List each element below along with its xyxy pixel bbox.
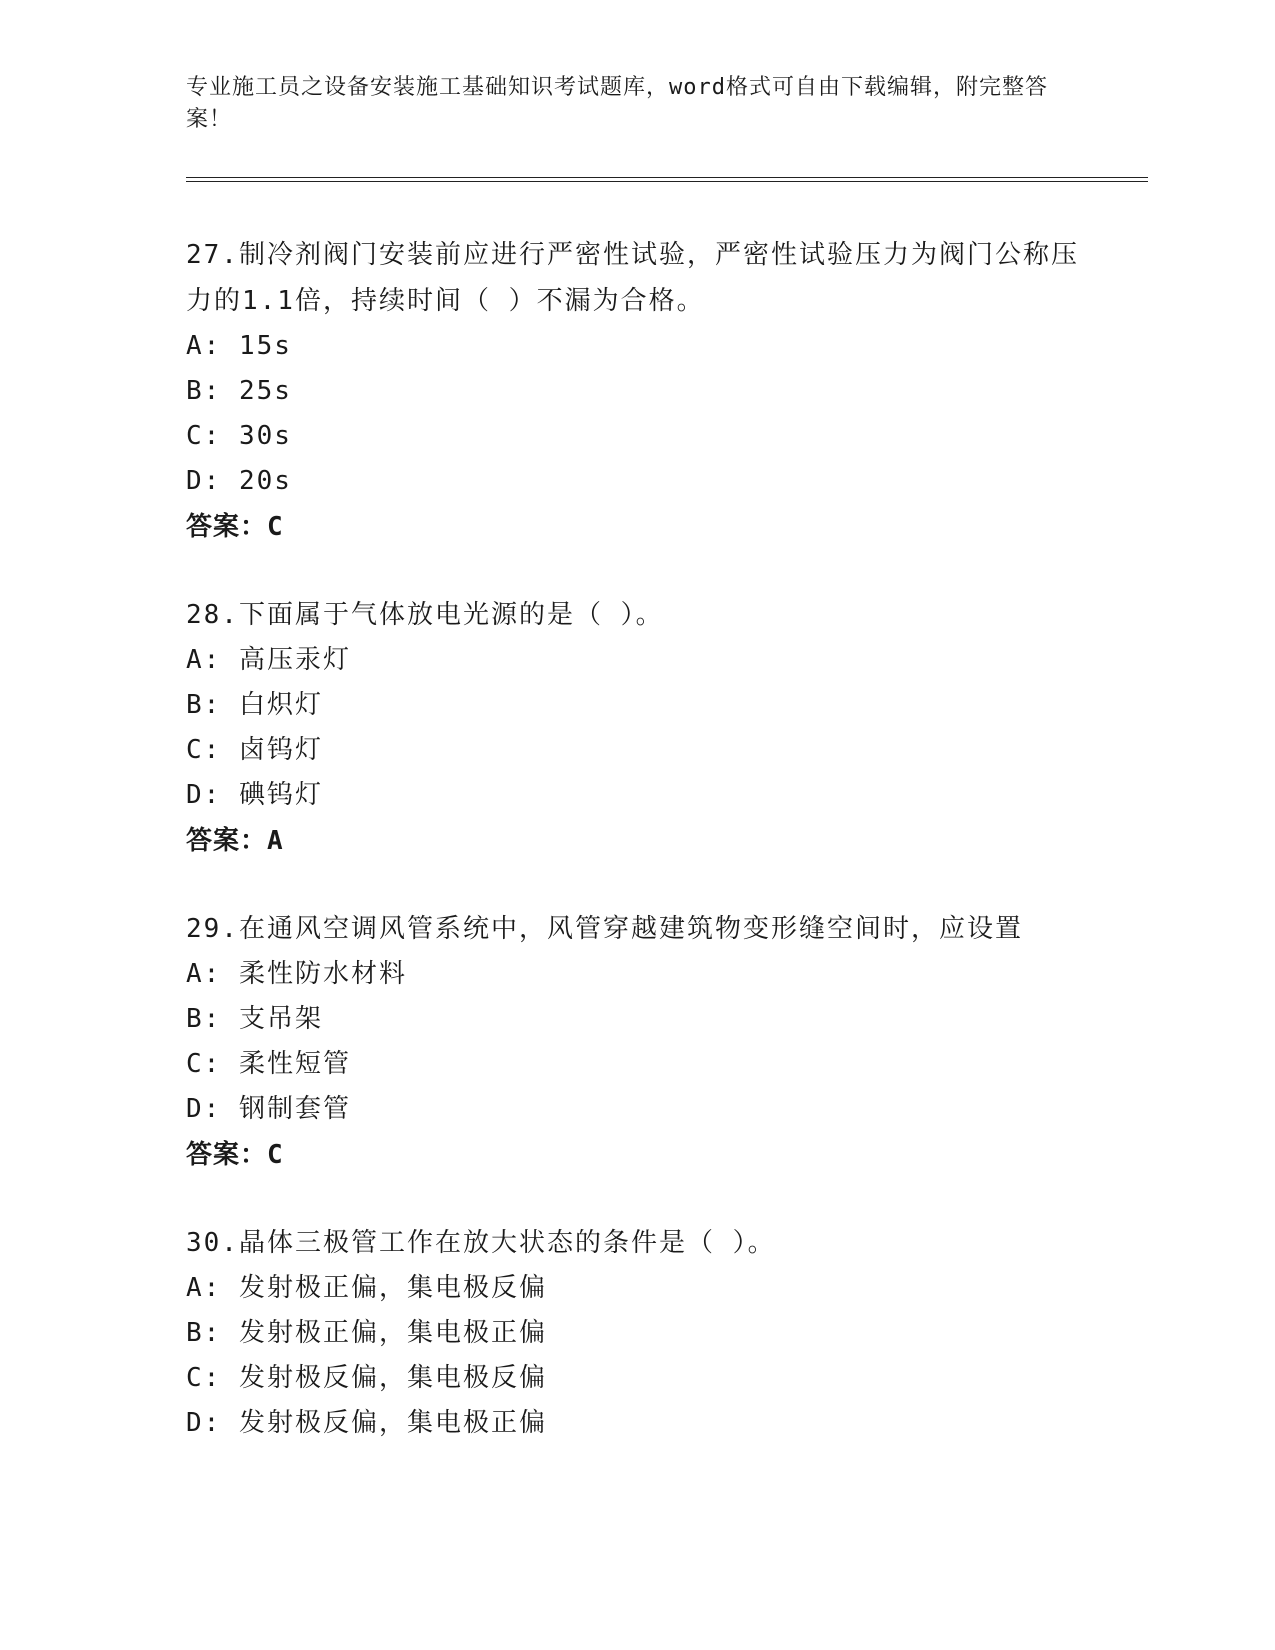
option-d: D: 钢制套管 [186, 1094, 351, 1124]
question-list [186, 232, 1086, 1446]
option-d: D: 碘钨灯 [186, 780, 323, 810]
answer-line: 答案：A [186, 826, 284, 856]
question-28 [186, 592, 1086, 864]
answer-line: 答案：C [186, 512, 284, 542]
question-stem: 29.在通风空调风管系统中，风管穿越建筑物变形缝空间时，应设置 [186, 914, 1023, 944]
header-divider-top [186, 177, 1148, 178]
header-text: 专业施工员之设备安装施工基础知识考试题库，word格式可自由下载编辑，附完整答案！ [186, 75, 1048, 132]
option-c: C: 30s [186, 421, 292, 451]
question-27 [186, 232, 1086, 550]
option-d: D: 20s [186, 466, 292, 496]
option-b: B: 25s [186, 376, 292, 406]
document-header [186, 72, 1066, 136]
question-29 [186, 906, 1086, 1178]
option-a: A: 发射极正偏，集电极反偏 [186, 1273, 547, 1303]
option-a: A: 高压汞灯 [186, 645, 351, 675]
option-c: C: 柔性短管 [186, 1049, 351, 1079]
question-30 [186, 1220, 1086, 1446]
answer-line: 答案：C [186, 1140, 284, 1170]
header-divider-bottom [186, 181, 1148, 182]
option-a: A: 柔性防水材料 [186, 959, 407, 989]
option-a: A: 15s [186, 331, 292, 361]
option-b: B: 发射极正偏，集电极正偏 [186, 1318, 547, 1348]
question-stem: 27.制冷剂阀门安装前应进行严密性试验，严密性试验压力为阀门公称压力的1.1倍，持续时间（ ）不漏为合格。 [186, 240, 1079, 316]
option-b: B: 支吊架 [186, 1004, 323, 1034]
option-d: D: 发射极反偏，集电极正偏 [186, 1408, 547, 1438]
question-stem: 30.晶体三极管工作在放大状态的条件是（ ）。 [186, 1228, 776, 1258]
option-c: C: 发射极反偏，集电极反偏 [186, 1363, 547, 1393]
option-c: C: 卤钨灯 [186, 735, 323, 765]
option-b: B: 白炽灯 [186, 690, 323, 720]
question-stem: 28.下面属于气体放电光源的是（ ）。 [186, 600, 664, 630]
